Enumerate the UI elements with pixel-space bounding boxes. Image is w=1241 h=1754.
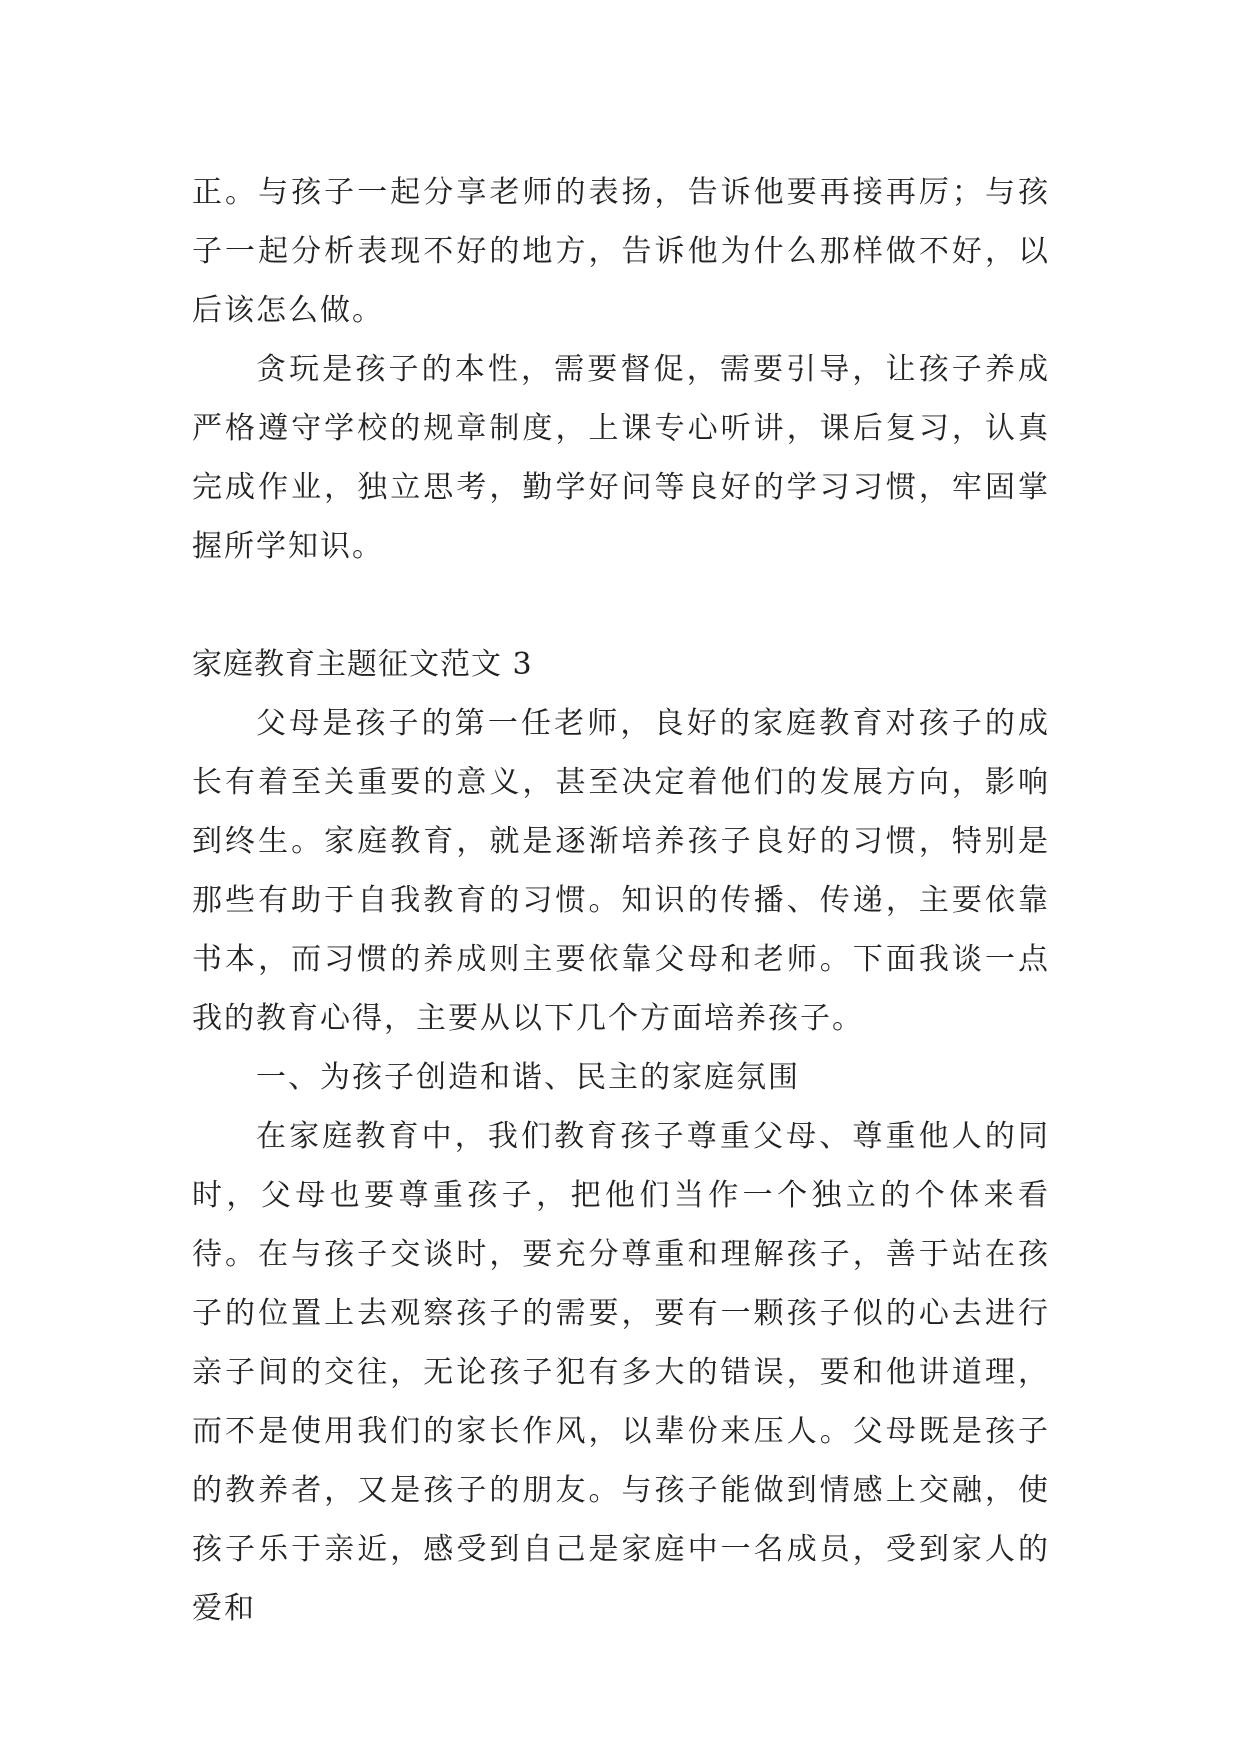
paragraph-parents-first-teacher: 父母是孩子的第一任老师，良好的家庭教育对孩子的成长有着至关重要的意义，甚至决定着他们的发展方向，影响到终生。家庭教育，就是逐渐培养孩子良好的习惯，特别是那些有助于自我教育的习惯。知识的传播、传递，主要依靠书本，而习惯的养成则主要依靠父母和老师。下面我谈一点我的教育心得，主要从以下几个方面培养孩子。: [192, 706, 1050, 1036]
sub-heading-harmonious-family: 一、为孩子创造和谐、民主的家庭氛围: [256, 1060, 800, 1095]
paragraph-respect-children: 在家庭教育中，我们教育孩子尊重父母、尊重他人的同时，父母也要尊重孩子，把他们当作一个独立的个体来看待。在与孩子交谈时，要充分尊重和理解孩子，善于站在孩子的位置上去观察孩子的需要，要有一颗孩子似的心去进行亲子间的交往，无论孩子犯有多大的错误，要和他讲道理，而不是使用我们的家长作风，以辈份来压人。父母既是孩子的教养者，又是孩子的朋友。与孩子能做到情感上交融，使孩子乐于亲近，感受到自己是家庭中一名成员，受到家人的爱和: [192, 1119, 1050, 1626]
paragraph-continuation: 正。与孩子一起分享老师的表扬，告诉他要再接再厉；与孩子一起分析表现不好的地方，告诉他为什么那样做不好，以后该怎么做。: [192, 175, 1050, 328]
paragraph-play-nature: 贪玩是孩子的本性，需要督促，需要引导，让孩子养成严格遵守学校的规章制度，上课专心听讲，课后复习，认真完成作业，独立思考，勤学好问等良好的学习习惯，牢固掌握所学知识。: [192, 352, 1050, 564]
section-title: 家庭教育主题征文范文 3: [192, 647, 533, 682]
document-body: [192, 163, 1050, 1638]
